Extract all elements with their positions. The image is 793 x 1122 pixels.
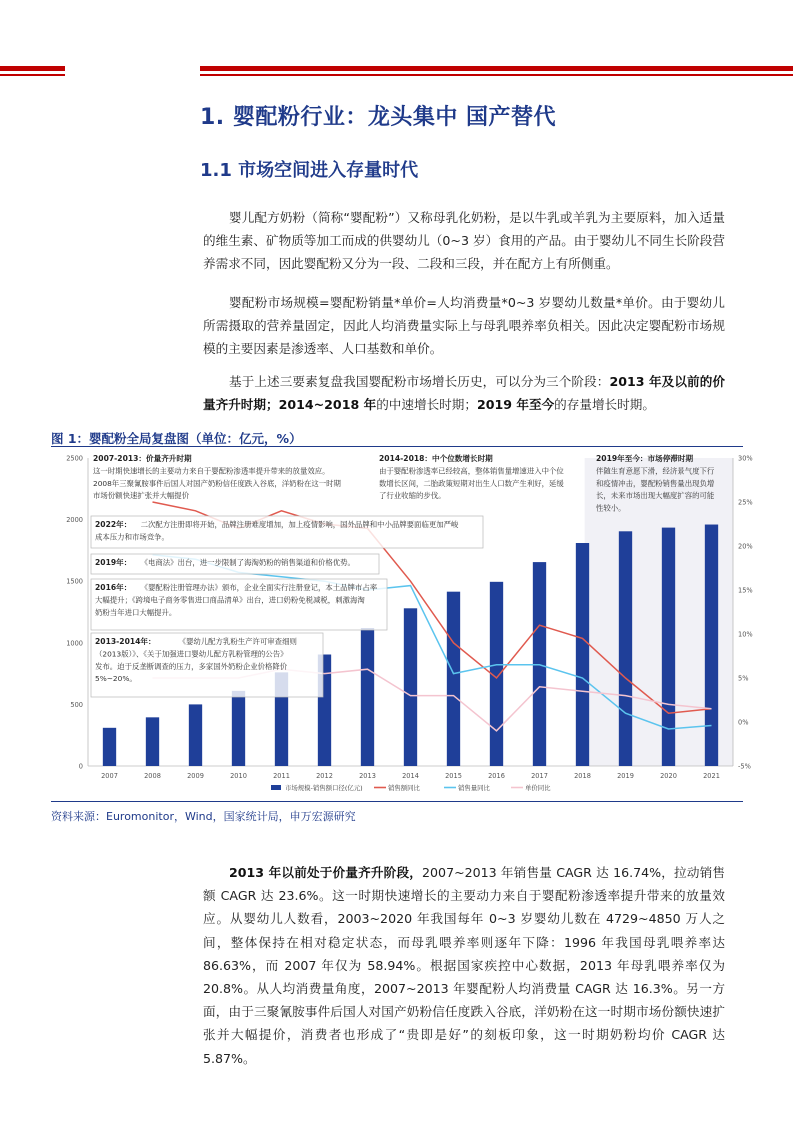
event-2022-head: 2022年： xyxy=(95,520,132,529)
left-tick-label: 2000 xyxy=(66,516,83,525)
x-tick-label: 2012 xyxy=(316,772,333,780)
event-2019 xyxy=(91,554,379,574)
annotation-phase-2007-2013-line: 2008年三聚氰胺事件后国人对国产奶粉信任度跌入谷底，洋奶粉在这一时期 xyxy=(93,478,341,488)
annotation-phase-2007-2013-line: 市场份额快速扩张并大幅提价 xyxy=(93,491,190,501)
event-2013-2014-line: 《婴幼儿配方乳粉生产许可审查细则 xyxy=(178,637,297,646)
event-2013-2014 xyxy=(91,633,323,697)
x-tick-label: 2011 xyxy=(273,772,290,780)
paragraph-4 xyxy=(203,861,725,1070)
annotation-phase-2014-2018-head: 2014-2018：中个位数增长时期 xyxy=(379,454,493,463)
bar-sales xyxy=(662,528,675,766)
event-2013-2014-line: 5%~20%。 xyxy=(95,674,137,684)
x-tick-label: 2009 xyxy=(187,772,204,780)
event-2019-line: 《电商法》出台，进一步限制了海淘奶粉的销售渠道和价格优势。 xyxy=(140,558,355,567)
x-tick-label: 2021 xyxy=(703,772,720,780)
bar-sales xyxy=(705,525,718,766)
paragraph-1: 婴儿配方奶粉（简称“婴配粉”）又称母乳化奶粉，是以牛乳或羊乳为主要原料，加入适量的维生素、矿物质等加工而成的供婴幼儿（0~3 岁）食用的产品。由于婴幼儿不同生长阶段营养需求不同，因此婴配粉又分为一段、二段和三段，并在配方上有所侧重。 xyxy=(203,210,725,272)
paragraph-4-text: 2007~2013 年销售量 CAGR 达 16.74%，拉动销售额 CAGR 达 23.6%。这一时期快速增长的主要动力来自于婴配粉渗透率提升带来的放量效应。从婴幼儿人数看，2003~2020 年我国每年 0~3 岁婴幼儿数在 4729~4850 万人之间，整体保持在相对稳定状态，而母乳喂养率则逐年下降：1996 年我国母乳喂养率达 86.63%，而 2007 年仅为 58.94%。根据国家疾控中心数据，2013 年母乳喂养率仅为 20.8%。从人均消费量角度，2007~2013 年婴配粉人均消费量 CAGR 达 16.3%。另一方面，由于三聚氰胺事件后国人对国产奶粉信任度跌入谷底，洋奶粉在这一时期市场份额快速扩张并大幅提价，消费者也形成了“贵即是好”的刻板印象，这一时期奶粉均价 CAGR 达 5.87%。 xyxy=(203,865,725,1066)
right-tick-label: 15% xyxy=(738,586,753,595)
event-2016-line: 《婴配粉注册管理办法》颁布，企业全面实行注册登记，本土品牌市占率 xyxy=(140,583,378,592)
x-tick-label: 2010 xyxy=(230,772,247,780)
annotation-phase-2014-2018-line: 由于婴配粉渗透率已经较高，整体销售量增速进入中个位 xyxy=(379,466,564,476)
right-tick-label: 20% xyxy=(738,542,753,551)
event-2022-line: 成本压力和市场竞争。 xyxy=(95,532,169,542)
event-2016-head: 2016年： xyxy=(95,583,132,592)
right-tick-label: 10% xyxy=(738,630,753,639)
x-tick-label: 2014 xyxy=(402,772,419,780)
paragraph-3 xyxy=(203,370,725,416)
event-2013-2014-line: （2013版）》、《关于加强进口婴幼儿配方乳粉管理的公告》 xyxy=(95,649,288,659)
paragraph-3-bold-1: 2013 年及以前的价量齐升时期；2014~2018 年 xyxy=(203,374,725,413)
annotation-phase-2007-2013-line: 这一时期快速增长的主要动力来自于婴配粉渗透率提升带来的放量效应。 xyxy=(93,466,330,476)
section-title: 1.1 市场空间进入存量时代 xyxy=(200,160,419,181)
legend-label: 单价同比 xyxy=(525,784,551,792)
annotation-phase-2019-now-line: 性较小。 xyxy=(596,503,626,513)
figure-top-rule xyxy=(51,446,743,447)
right-tick-label: -5% xyxy=(738,762,751,771)
event-2022-line: 二次配方注册即将开始，品牌注册难度增加，加上疫情影响，国外品牌和中小品牌要面临更加严峻 xyxy=(140,520,459,529)
page-title: 1. 婴配粉行业：龙头集中 国产替代 xyxy=(200,105,556,130)
bar-sales xyxy=(361,628,374,766)
x-tick-label: 2007 xyxy=(101,772,118,780)
event-2013-2014-line: 发布。迫于反垄断调查的压力，多家国外奶粉企业价格降价 xyxy=(95,661,288,671)
x-tick-label: 2015 xyxy=(445,772,462,780)
annotation-phase-2019-now-line: 长，未来市场出现大幅度扩容的可能 xyxy=(596,491,715,501)
paragraph-3-text-3: 的存量增长时期。 xyxy=(554,397,655,413)
event-2022 xyxy=(91,516,483,548)
header-rule-right-thick xyxy=(200,66,793,71)
x-tick-label: 2016 xyxy=(488,772,505,780)
x-tick-label: 2018 xyxy=(574,772,591,780)
x-tick-label: 2019 xyxy=(617,772,634,780)
annotation-phase-2019-now-line: 伴随生育意愿下滑，经济景气度下行 xyxy=(596,466,715,476)
bar-sales xyxy=(103,728,116,766)
left-tick-label: 2500 xyxy=(66,454,83,463)
annotation-phase-2007-2013-head: 2007-2013：价量齐升时期 xyxy=(93,454,192,463)
right-tick-label: 5% xyxy=(738,674,749,683)
bar-sales xyxy=(189,704,202,766)
x-tick-label: 2013 xyxy=(359,772,376,780)
bar-sales xyxy=(619,531,632,766)
paragraph-3-bold-2: 2019 年至今 xyxy=(476,397,555,413)
event-2016 xyxy=(91,579,387,630)
annotation-phase-2014-2018-line: 了行业收缩的步伐。 xyxy=(379,491,446,501)
left-tick-label: 500 xyxy=(70,700,83,709)
annotation-phase-2019-now-head: 2019年至今：市场停滞时期 xyxy=(596,454,694,463)
market-review-chart xyxy=(51,448,753,800)
paragraph-3-text-1: 基于上述三要素复盘我国婴配粉市场增长历史，可以分为三个阶段： xyxy=(229,374,610,389)
paragraph-2: 婴配粉市场规模=婴配粉销量*单价=人均消费量*0~3 岁婴幼儿数量*单价。由于婴幼儿所需摄取的营养量固定，因此人均消费量实际上与母乳喂养率负相关。因此决定婴配粉市场规模的主要因素是渗透率、人口基数和单价。 xyxy=(203,295,725,357)
right-tick-label: 25% xyxy=(738,498,753,507)
bar-sales xyxy=(576,543,589,766)
legend-label: 市场规模-销售额口径(亿元) xyxy=(285,784,363,792)
annotation-phase-2019-now-line: 和疫情冲击，婴配粉销售量出现负增 xyxy=(596,478,715,488)
legend-label: 销售额同比 xyxy=(388,784,420,792)
right-tick-label: 0% xyxy=(738,718,749,727)
event-2016-line: 大幅提升；《跨境电子商务零售进口商品清单》出台，进口奶粉免税减税，刺激海淘 xyxy=(95,595,365,605)
x-tick-label: 2017 xyxy=(531,772,548,780)
left-tick-label: 1000 xyxy=(66,639,83,648)
right-tick-label: 30% xyxy=(738,454,753,463)
header-rule-right-thin xyxy=(200,74,793,76)
event-2013-2014-head: 2013-2014年： xyxy=(95,637,156,646)
figure-source: 资料来源：Euromonitor，Wind，国家统计局，申万宏源研究 xyxy=(51,810,356,823)
legend-swatch-bar xyxy=(271,785,281,790)
bar-sales xyxy=(146,717,159,766)
event-2019-head: 2019年： xyxy=(95,558,132,567)
header-rule-left-thick xyxy=(0,66,65,71)
bar-sales xyxy=(447,592,460,766)
x-tick-label: 2008 xyxy=(144,772,161,780)
left-tick-label: 1500 xyxy=(66,577,83,586)
paragraph-4-bold: 2013 年以前处于价量齐升阶段， xyxy=(229,865,423,880)
event-2016-line: 奶粉当年进口大幅提升。 xyxy=(95,607,177,617)
figure-bottom-rule xyxy=(51,801,743,802)
annotation-phase-2014-2018-line: 数增长区间，二胎政策短期对出生人口数产生利好，延缓 xyxy=(379,478,564,488)
paragraph-3-text-2: 的中速增长时期； xyxy=(376,397,477,413)
header-rule-left-thin xyxy=(0,74,65,76)
bar-sales xyxy=(404,608,417,766)
left-tick-label: 0 xyxy=(78,762,83,771)
legend-label: 销售量同比 xyxy=(458,784,490,792)
x-tick-label: 2020 xyxy=(660,772,677,780)
bar-sales xyxy=(232,691,245,766)
figure-title: 图 1：婴配粉全局复盘图（单位：亿元，%） xyxy=(51,431,302,446)
